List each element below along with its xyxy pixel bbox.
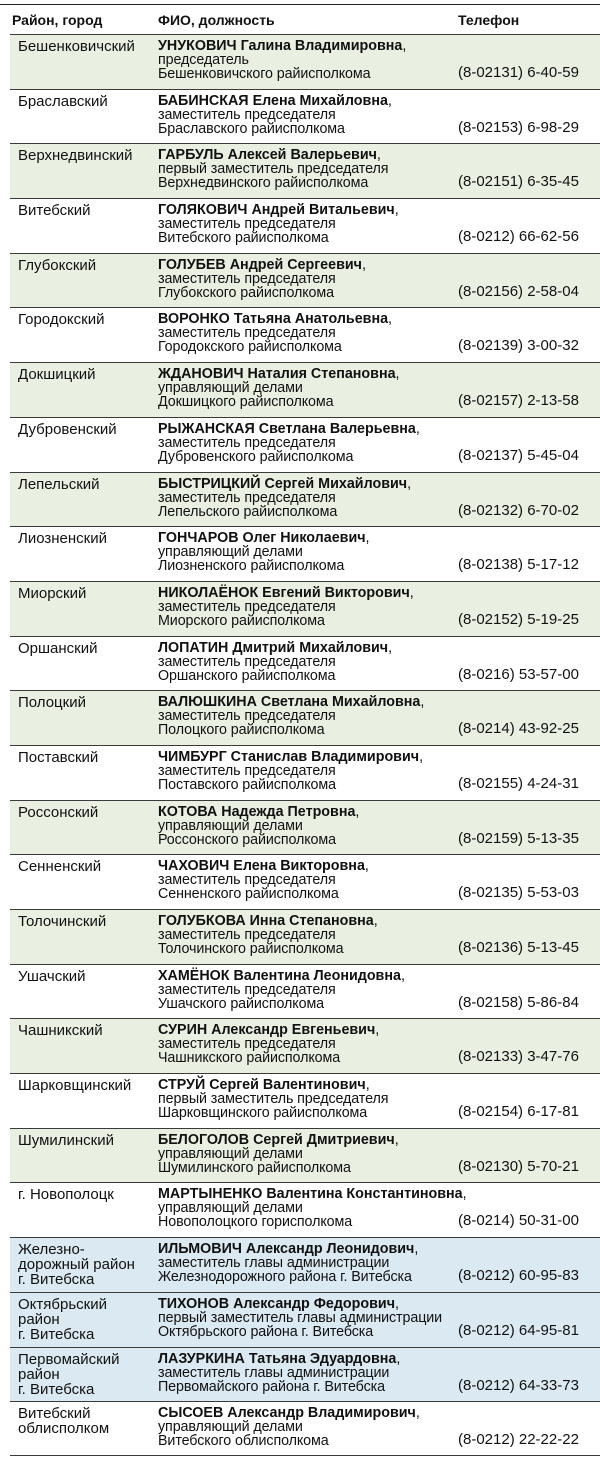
table-row <box>10 307 600 362</box>
header-phone: Телефон <box>458 12 520 28</box>
position-title: первый заместитель председателя <box>158 1091 389 1108</box>
district-cell: Россонский <box>18 803 99 821</box>
table-row <box>10 417 600 472</box>
phone-cell: (8-02136) 5-13-45 <box>458 939 579 956</box>
phone-cell: (8-02153) 6-98-29 <box>458 118 579 136</box>
table-row <box>10 34 600 89</box>
person-name <box>158 1406 458 1420</box>
person-surname: УНУКОВИЧ <box>158 38 237 54</box>
position-title: заместитель главы администрации <box>158 1364 390 1381</box>
position-organization: Поставского райисполкома <box>158 776 336 793</box>
table-body <box>10 34 600 1456</box>
position-organization: Шумилинского райисполкома <box>158 1159 351 1176</box>
name-comma: , <box>462 1186 467 1203</box>
person-cell <box>158 859 458 901</box>
person-surname: НИКОЛАЁНОК <box>158 584 259 601</box>
person-cell <box>158 148 458 190</box>
name-comma: , <box>400 967 405 984</box>
person-name <box>158 1242 458 1256</box>
position-organization: Сенненского райисполкома <box>158 886 339 903</box>
position-organization: Лиозненского райисполкома <box>158 558 345 575</box>
name-comma: , <box>394 1131 399 1148</box>
table-row <box>10 1401 600 1456</box>
person-name <box>158 1133 458 1147</box>
person-given-names: Галина Владимировна <box>240 38 403 54</box>
person-name <box>158 1078 458 1092</box>
name-comma: , <box>388 311 393 328</box>
position-title: управляющий делами <box>158 817 303 834</box>
district-cell: Оршанский <box>18 639 98 657</box>
table-row <box>10 1128 600 1183</box>
person-cell <box>158 586 458 628</box>
person-given-names: Олег Николаевич <box>242 530 366 547</box>
top-rule <box>0 4 600 5</box>
name-comma: , <box>365 1077 370 1094</box>
person-name <box>158 422 458 436</box>
person-cell <box>158 531 458 573</box>
table-row <box>10 690 600 745</box>
name-comma: , <box>396 1350 401 1367</box>
person-given-names: Евгений Викторович <box>262 584 410 601</box>
district-cell: г. Новополоцк <box>18 1186 114 1204</box>
person-name <box>158 1297 458 1311</box>
name-comma: , <box>364 858 369 875</box>
person-given-names: Елена Викторовна <box>233 858 365 875</box>
table-row <box>10 362 600 417</box>
position-title: управляющий делами <box>158 1200 303 1217</box>
table-row <box>10 253 600 308</box>
person-name <box>158 914 458 928</box>
person-cell <box>158 1133 458 1175</box>
phone-cell: (8-0212) 22-22-22 <box>458 1431 579 1449</box>
person-given-names: Сергей Валентинович <box>209 1077 366 1094</box>
name-comma: , <box>407 475 412 492</box>
position-title: заместитель председателя <box>158 598 336 615</box>
table-row <box>10 143 600 198</box>
district-cell: Поставский <box>18 748 99 766</box>
person-given-names: Татьяна Анатольевна <box>233 311 389 328</box>
phone-cell: (8-02137) 5-45-04 <box>458 446 579 464</box>
table-row <box>10 198 600 253</box>
district-cell: Октябрьский район г. Витебска <box>18 1295 107 1343</box>
table-row <box>10 1347 600 1402</box>
table-row <box>10 526 600 581</box>
person-name <box>158 859 458 873</box>
person-cell <box>158 367 458 409</box>
position-title: заместитель председателя <box>158 872 336 889</box>
name-comma: , <box>415 1405 420 1422</box>
person-cell <box>158 477 458 519</box>
person-cell <box>158 750 458 792</box>
district-cell: Шарковщинский <box>18 1077 132 1095</box>
position-organization: Глубокского райисполкома <box>158 284 334 301</box>
name-comma: , <box>388 639 393 656</box>
name-comma: , <box>375 1022 380 1039</box>
person-given-names: Александр Евгеньевич <box>211 1022 376 1039</box>
position-organization: Браславского райисполкома <box>158 120 345 137</box>
name-comma: , <box>365 530 370 547</box>
position-title: заместитель председателя <box>158 489 336 506</box>
person-given-names: Андрей Сергеевич <box>229 256 362 273</box>
person-given-names: Валентина Константиновна <box>266 1186 463 1203</box>
phone-cell: (8-0212) 64-33-73 <box>458 1376 579 1394</box>
position-title: заместитель главы администрации <box>158 1255 390 1272</box>
district-cell: Докшицкий <box>18 366 96 384</box>
position-organization: Оршанского райисполкома <box>158 667 336 684</box>
position-title: заместитель председателя <box>158 106 336 123</box>
person-name <box>158 148 458 162</box>
person-surname: ВОРОНКО <box>158 311 230 328</box>
person-surname: ЛАЗУРКИНА <box>158 1350 245 1367</box>
district-cell: Витебский облисполком <box>18 1405 110 1438</box>
table-row <box>10 909 600 964</box>
phone-cell: (8-0212) 66-62-56 <box>458 228 579 246</box>
person-given-names: Светлана Михайловна <box>260 694 421 711</box>
person-surname: ЛОПАТИН <box>158 639 229 656</box>
person-cell <box>158 805 458 847</box>
district-cell: Лепельский <box>18 475 100 493</box>
district-cell: Железно- дорожный район г. Витебска <box>18 1241 135 1289</box>
position-organization: Витебского райисполкома <box>158 230 329 247</box>
person-name <box>158 39 458 53</box>
district-cell: Глубокский <box>18 256 97 274</box>
person-cell <box>158 914 458 956</box>
phone-cell: (8-02154) 6-17-81 <box>458 1103 579 1121</box>
table-row <box>10 854 600 909</box>
district-cell: Лиозненский <box>18 530 108 548</box>
name-comma: , <box>355 803 360 820</box>
phone-cell: (8-0212) 64-95-81 <box>458 1321 579 1339</box>
position-organization: Первомайского района г. Витебска <box>158 1378 385 1395</box>
person-cell <box>158 422 458 464</box>
position-title: управляющий делами <box>158 544 303 561</box>
position-title: управляющий делами <box>158 380 303 397</box>
person-name <box>158 531 458 545</box>
phone-cell: (8-0212) 60-95-83 <box>458 1267 579 1285</box>
phone-cell: (8-02151) 6-35-45 <box>458 173 579 191</box>
person-surname: ГАРБУЛЬ <box>158 147 224 164</box>
phone-cell: (8-02135) 5-53-03 <box>458 884 579 902</box>
district-cell: Бешенковичский <box>18 38 135 55</box>
district-cell: Миорский <box>18 584 87 602</box>
position-title: заместитель председателя <box>158 708 336 725</box>
person-surname: ЧАХОВИЧ <box>158 858 230 875</box>
person-cell <box>158 39 458 81</box>
person-name <box>158 1186 467 1203</box>
phone-cell: (8-02133) 3-47-76 <box>458 1048 579 1066</box>
position-title: заместитель председателя <box>158 1036 336 1053</box>
name-comma: , <box>402 38 407 54</box>
table-row <box>10 1018 600 1073</box>
person-given-names: Валентина Леонидовна <box>233 967 401 984</box>
name-comma: , <box>361 256 366 273</box>
person-surname: БЕЛОГОЛОВ <box>158 1131 250 1148</box>
person-cell <box>158 258 458 300</box>
person-name <box>158 586 458 600</box>
phone-cell: (8-0216) 53-57-00 <box>458 665 579 683</box>
person-given-names: Надежда Петровна <box>221 803 356 820</box>
table-row <box>10 581 600 636</box>
person-name <box>158 367 458 381</box>
district-cell: Городокский <box>18 311 105 329</box>
person-name <box>158 203 458 217</box>
position-organization: Толочинского райисполкома <box>158 941 344 957</box>
position-title: управляющий делами <box>158 1145 303 1162</box>
table-row <box>10 636 600 691</box>
position-title: заместитель председателя <box>158 653 336 670</box>
position-organization: Полоцкого райисполкома <box>158 722 325 739</box>
district-cell: Шумилинский <box>18 1131 115 1149</box>
person-name <box>158 1023 458 1037</box>
table-row <box>10 745 600 800</box>
person-given-names: Алексей Валерьевич <box>227 147 377 164</box>
person-cell <box>158 1023 458 1065</box>
position-organization: Россонского райисполкома <box>158 831 336 848</box>
person-surname: ТИХОНОВ <box>158 1295 230 1312</box>
position-organization: Докшицкого райисполкома <box>158 394 334 411</box>
person-cell <box>158 969 458 1011</box>
position-organization: Чашникского райисполкома <box>158 1050 341 1067</box>
district-cell: Верхнедвинский <box>18 147 133 165</box>
name-comma: , <box>376 147 381 164</box>
position-organization: Новополоцкого горисполкома <box>158 1214 353 1231</box>
position-organization: Бешенковичского райисполкома <box>158 66 371 82</box>
district-cell: Сенненский <box>18 858 102 876</box>
position-title: заместитель председателя <box>158 325 336 342</box>
person-name <box>158 94 458 108</box>
phone-cell: (8-02138) 5-17-12 <box>458 556 579 574</box>
person-given-names: Елена Михайловна <box>252 92 388 109</box>
person-name <box>158 969 458 983</box>
position-title: председатель <box>158 52 249 68</box>
person-surname: СТРУЙ <box>158 1077 206 1094</box>
district-cell: Витебский <box>18 202 91 220</box>
position-title: заместитель председателя <box>158 762 336 779</box>
person-given-names: Андрей Витальевич <box>251 202 395 219</box>
person-given-names: Александр Федорович <box>233 1295 395 1312</box>
person-given-names: Александр Леонидович <box>245 1241 415 1258</box>
position-organization: Витебского облисполкома <box>158 1433 329 1450</box>
name-comma: , <box>415 420 420 437</box>
position-title: заместитель председателя <box>158 216 336 233</box>
person-surname: ВАЛЮШКИНА <box>158 694 257 711</box>
name-comma: , <box>414 1241 419 1258</box>
district-cell: Ушачский <box>18 967 86 985</box>
person-cell <box>158 1186 467 1231</box>
phone-cell: (8-02158) 5-86-84 <box>458 993 579 1011</box>
position-title: первый заместитель главы администрации <box>158 1309 443 1326</box>
position-title: заместитель председателя <box>158 981 336 998</box>
header-district: Район, город <box>12 12 103 28</box>
person-surname: КОТОВА <box>158 803 218 820</box>
table-row <box>10 472 600 527</box>
person-name <box>158 641 458 655</box>
table-header <box>0 6 600 34</box>
district-cell: Первомайский район г. Витебска <box>18 1350 120 1398</box>
person-name <box>158 1352 458 1366</box>
district-cell: Дубровенский <box>18 420 117 438</box>
table-row <box>10 1292 600 1347</box>
person-cell <box>158 1078 458 1120</box>
position-organization: Ушачского райисполкома <box>158 995 325 1012</box>
person-name <box>158 477 458 491</box>
person-cell <box>158 1297 458 1339</box>
table-row <box>10 964 600 1019</box>
phone-cell: (8-02131) 6-40-59 <box>458 64 579 81</box>
table-row <box>10 1182 600 1237</box>
name-comma: , <box>419 748 424 765</box>
position-organization: Миорского райисполкома <box>158 612 325 629</box>
person-cell <box>158 312 458 354</box>
phone-cell: (8-02156) 2-58-04 <box>458 282 579 300</box>
person-surname: БЫСТРИЦКИЙ <box>158 475 261 492</box>
position-title: заместитель председателя <box>158 927 336 943</box>
person-surname: РЫЖАНСКАЯ <box>158 420 255 437</box>
person-given-names: Станислав Владимирович <box>230 748 420 765</box>
position-title: заместитель председателя <box>158 434 336 451</box>
position-title: управляющий делами <box>158 1419 303 1436</box>
person-name <box>158 312 458 326</box>
person-cell <box>158 94 458 136</box>
person-name <box>158 750 458 764</box>
person-cell <box>158 1406 458 1448</box>
phone-cell: (8-02130) 5-70-21 <box>458 1157 579 1175</box>
person-given-names: Сергей Михайлович <box>264 475 408 492</box>
person-surname: ЖДАНОВИЧ <box>158 366 244 383</box>
name-comma: , <box>387 92 392 109</box>
position-organization: Октябрьского района г. Витебска <box>158 1323 374 1340</box>
phone-cell: (8-02139) 3-00-32 <box>458 337 579 355</box>
person-given-names: Александр Владимирович <box>227 1405 416 1422</box>
person-cell <box>158 1242 458 1284</box>
person-name <box>158 695 458 709</box>
position-organization: Шарковщинского райисполкома <box>158 1105 368 1122</box>
district-cell: Чашникский <box>18 1022 103 1040</box>
name-comma: , <box>395 1295 399 1312</box>
person-given-names: Светлана Валерьевна <box>258 420 416 437</box>
name-comma: , <box>373 913 378 929</box>
person-surname: ГОНЧАРОВ <box>158 530 239 547</box>
person-name <box>158 805 458 819</box>
person-given-names: Дмитрий Михайлович <box>232 639 389 656</box>
person-cell <box>158 203 458 245</box>
person-cell <box>158 1352 458 1394</box>
person-surname: БАБИНСКАЯ <box>158 92 249 109</box>
person-surname: ГОЛУБКОВА <box>158 913 246 929</box>
position-organization: Железнодорожного района г. Витебска <box>158 1269 412 1286</box>
person-given-names: Наталия Степановна <box>247 366 396 383</box>
person-surname: ЧИМБУРГ <box>158 748 227 765</box>
table-row <box>10 1073 600 1128</box>
person-given-names: Сергей Дмитриевич <box>253 1131 395 1148</box>
person-name <box>158 258 458 272</box>
phone-cell: (8-0214) 50-31-00 <box>458 1212 579 1230</box>
table-row <box>10 1237 600 1292</box>
name-comma: , <box>395 366 400 383</box>
name-comma: , <box>420 694 425 711</box>
person-cell <box>158 695 458 737</box>
phone-cell: (8-02152) 5-19-25 <box>458 610 579 628</box>
header-name: ФИО, должность <box>158 12 275 28</box>
person-surname: СУРИН <box>158 1022 208 1039</box>
name-comma: , <box>409 584 414 601</box>
district-cell: Браславский <box>18 92 108 110</box>
person-cell <box>158 641 458 683</box>
table-row <box>10 800 600 855</box>
person-surname: МАРТЫНЕНКО <box>158 1186 263 1203</box>
position-title: первый заместитель председателя <box>158 161 389 178</box>
district-cell: Полоцкий <box>18 694 86 712</box>
phone-cell: (8-02159) 5-13-35 <box>458 829 579 847</box>
position-organization: Лепельского райисполкома <box>158 503 338 520</box>
district-cell: Толочинский <box>18 913 107 930</box>
name-comma: , <box>394 202 399 219</box>
person-surname: СЫСОЕВ <box>158 1405 224 1422</box>
position-organization: Городокского райисполкома <box>158 339 342 356</box>
position-organization: Верхнедвинского райисполкома <box>158 175 369 192</box>
person-surname: ХАМЁНОК <box>158 967 230 984</box>
position-title: заместитель председателя <box>158 270 336 287</box>
person-surname: ГОЛЯКОВИЧ <box>158 202 248 219</box>
person-surname: ГОЛУБЕВ <box>158 256 226 273</box>
phone-cell: (8-02155) 4-24-31 <box>458 774 579 792</box>
position-organization: Дубровенского райисполкома <box>158 448 354 465</box>
table-row <box>10 89 600 144</box>
phone-cell: (8-0214) 43-92-25 <box>458 720 579 738</box>
person-given-names: Татьяна Эдуардовна <box>248 1350 397 1367</box>
person-surname: ИЛЬМОВИЧ <box>158 1241 242 1258</box>
person-given-names: Инна Степановна <box>249 913 374 929</box>
phone-cell: (8-02132) 6-70-02 <box>458 501 579 519</box>
phone-cell: (8-02157) 2-13-58 <box>458 392 579 410</box>
